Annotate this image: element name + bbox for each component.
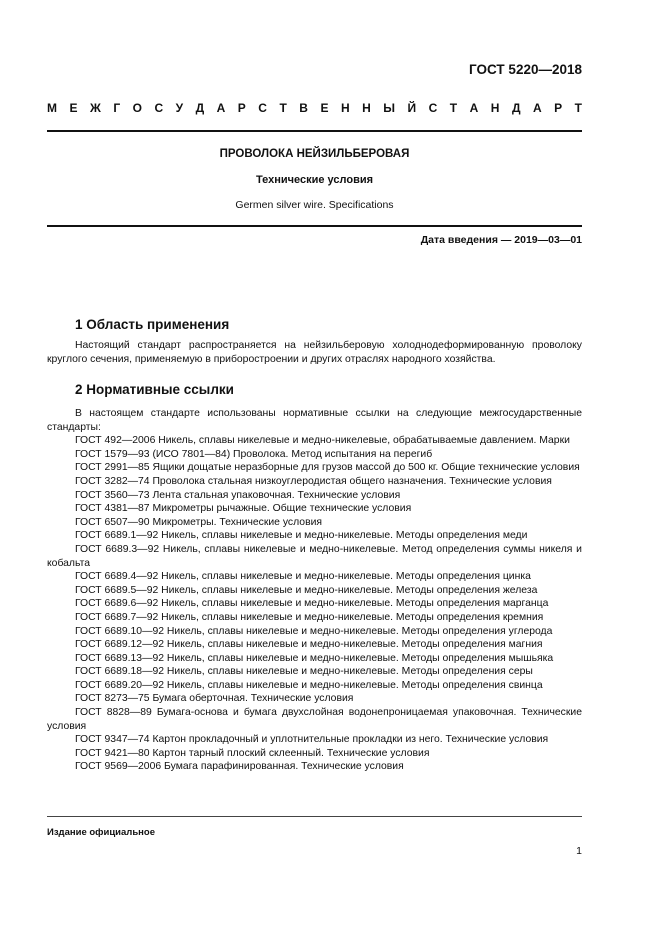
- header-divider: [47, 130, 582, 132]
- document-subtitle: Технические условия: [255, 174, 374, 186]
- english-title: Germen silver wire. Specifications: [235, 199, 394, 211]
- section-1-heading: 1 Область применения: [75, 317, 230, 332]
- introduction-date: Дата введения — 2019—03—01: [420, 234, 582, 246]
- reference-item: ГОСТ 6507—90 Микрометры. Технические условия: [75, 516, 323, 528]
- title-divider: [47, 225, 582, 227]
- page-number: 1: [576, 845, 582, 857]
- reference-item: ГОСТ 6689.12—92 Никель, сплавы никелевые и медно-никелевые. Методы определения магния: [75, 639, 543, 651]
- reference-item: ГОСТ 6689.20—92 Никель, сплавы никелевые и медно-никелевые. Методы определения свинца: [75, 679, 543, 691]
- document-title: ПРОВОЛОКА НЕЙЗИЛЬБЕРОВАЯ: [219, 148, 410, 160]
- reference-item: ГОСТ 3560—73 Лента стальная упаковочная. Технические условия: [75, 489, 401, 501]
- reference-item: ГОСТ 6689.7—92 Никель, сплавы никелевые и медно-никелевые. Методы определения кремния: [75, 611, 544, 623]
- section-1-text: Настоящий стандарт распространяется на нейзильберовую холоднодеформированную проволоку круглого сечения, применяемую в приборостроении и других отраслях народного хозяйства.: [47, 340, 582, 365]
- reference-item: ГОСТ 6689.3—92 Никель, сплавы никелевые и медно-никелевые. Метод определения суммы никеля и кобальта: [47, 543, 582, 569]
- reference-item: ГОСТ 492—2006 Никель, сплавы никелевые и медно-никелевые, обрабатываемые давлением. Марки: [75, 435, 570, 447]
- gost-code: ГОСТ 5220—2018: [469, 62, 582, 77]
- reference-item: ГОСТ 8828—89 Бумага-основа и бумага двухслойная водонепроницаемая упаковочная. Технические условия: [47, 707, 582, 732]
- reference-item: ГОСТ 6689.4—92 Никель, сплавы никелевые и медно-никелевые. Методы определения цинка: [75, 571, 531, 583]
- reference-item: ГОСТ 1579—93 (ИСО 7801—84) Проволока. Метод испытания на перегиб: [75, 448, 433, 460]
- reference-item: ГОСТ 6689.5—92 Никель, сплавы никелевые и медно-никелевые. Методы определения железа: [75, 584, 538, 596]
- reference-item: ГОСТ 6689.1—92 Никель, сплавы никелевые и медно-никелевые. Методы определения меди: [75, 530, 528, 542]
- reference-item: ГОСТ 2991—85 Ящики дощатые неразборные для грузов массой до 500 кг. Общие технические условия: [75, 462, 580, 474]
- footer-divider: [47, 816, 582, 817]
- reference-item: ГОСТ 6689.18—92 Никель, сплавы никелевые и медно-никелевые. Методы определения серы: [75, 666, 533, 678]
- reference-item: ГОСТ 9569—2006 Бумага парафинированная. Технические условия: [75, 761, 404, 773]
- interstate-standard-label: М Е Ж Г О С У Д А Р С Т В Е Н Н Ы Й С Т А Н Д А Р Т: [47, 101, 582, 115]
- reference-item: ГОСТ 6689.6—92 Никель, сплавы никелевые и медно-никелевые. Методы определения марганца: [75, 598, 549, 610]
- reference-item: ГОСТ 9347—74 Картон прокладочный и уплотнительные прокладки из него. Технические условия: [75, 734, 549, 746]
- reference-item: ГОСТ 4381—87 Микрометры рычажные. Общие технические условия: [75, 503, 412, 515]
- normative-references-list: [47, 407, 582, 774]
- reference-intro: В настоящем стандарте использованы нормативные ссылки на следующие межгосударственные стандарты:: [47, 408, 582, 433]
- section-2-heading: 2 Нормативные ссылки: [75, 382, 234, 397]
- reference-item: ГОСТ 9421—80 Картон тарный плоский склеенный. Технические условия: [75, 747, 430, 759]
- reference-item: ГОСТ 3282—74 Проволока стальная низкоуглеродистая общего назначения. Технические условия: [75, 475, 552, 487]
- official-edition-note: Издание официальное: [47, 827, 155, 838]
- reference-item: ГОСТ 6689.10—92 Никель, сплавы никелевые и медно-никелевые. Методы определения углерода: [75, 625, 553, 637]
- reference-item: ГОСТ 6689.13—92 Никель, сплавы никелевые и медно-никелевые. Методы определения мышьяка: [75, 652, 554, 664]
- reference-item: ГОСТ 8273—75 Бумага оберточная. Технические условия: [75, 693, 354, 705]
